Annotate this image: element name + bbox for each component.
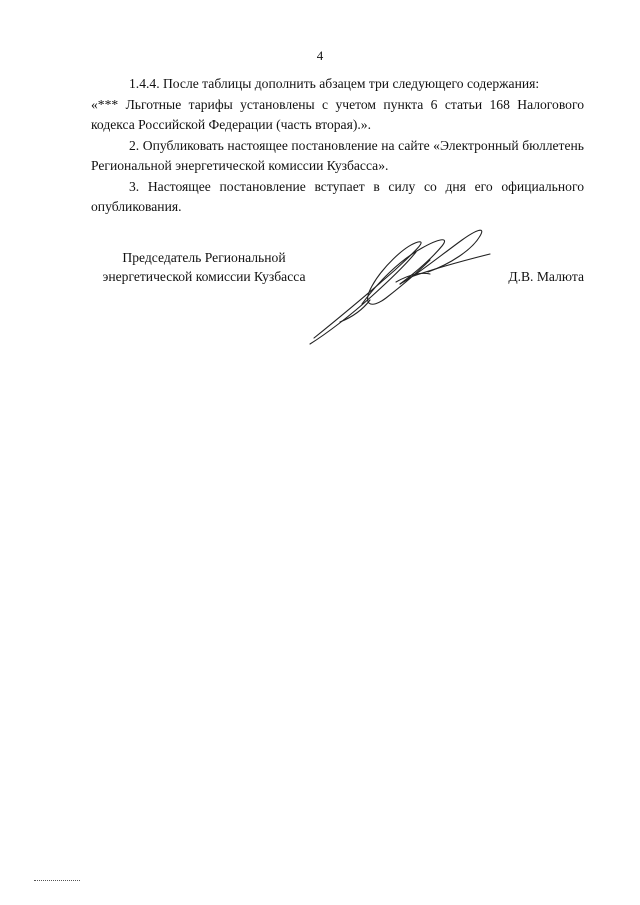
page-number: 4: [316, 48, 324, 63]
signatory-name: Д.В. Малюта: [508, 269, 584, 284]
footer-mark: [34, 880, 80, 881]
document-body: [91, 74, 584, 218]
paragraph-quoted-text: «*** Льготные тарифы установлены с учетом пункта 6 статьи 168 Налогового кодекса Российской Федерации (часть вторая).».: [91, 96, 584, 132]
paragraph-amendment-1-4-4: 1.4.4. После таблицы дополнить абзацем три следующего содержания:: [129, 76, 540, 91]
paragraph-publish: 2. Опубликовать настоящее постановление на сайте «Электронный бюллетень Региональной энергетической комиссии Кузбасса».: [91, 137, 584, 173]
signatory-title: [91, 248, 317, 286]
paragraph-effective-date: 3. Настоящее постановление вступает в силу со дня его официального опубликования.: [91, 178, 584, 214]
signatory-title-line-2: энергетической комиссии Кузбасса: [102, 269, 306, 284]
handwritten-signature: [300, 212, 520, 352]
signatory-title-line-1: Председатель Региональной: [122, 250, 286, 265]
